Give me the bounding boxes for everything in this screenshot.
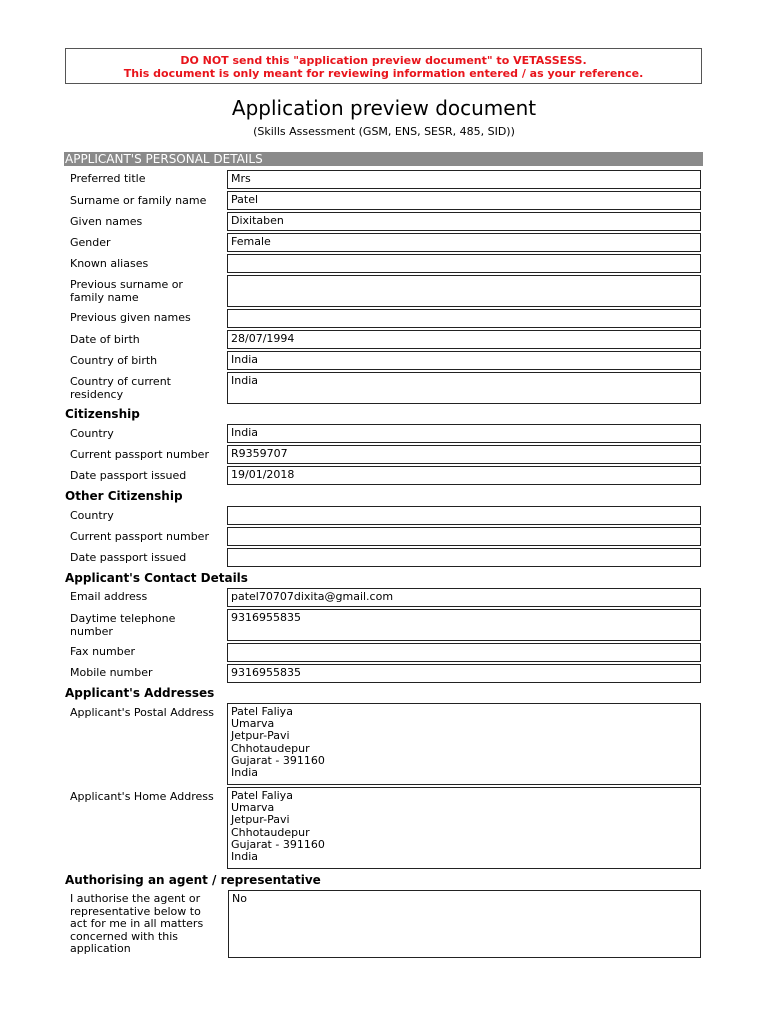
gender-field: Female [227,233,701,252]
other-citizenship-passport-field [227,527,701,546]
citizenship-passport-field: R9359707 [227,445,701,464]
email-label: Email address [70,590,148,603]
previous-given-names-label: Previous given names [70,311,191,324]
given-names-label: Given names [70,215,143,228]
citizenship-issued-label: Date passport issued [70,469,187,482]
home-address-field: Patel Faliya Umarva Jetpur-Pavi Chhotaudepur Gujarat - 391160 India [227,787,701,869]
home-address-label: Applicant's Home Address [70,790,214,803]
date-of-birth-field: 28/07/1994 [227,330,701,349]
other-citizenship-issued-label: Date passport issued [70,551,187,564]
citizenship-country-label: Country [70,427,114,440]
daytime-phone-field: 9316955835 [227,609,701,641]
known-aliases-field [227,254,701,273]
agent-heading: Authorising an agent / representative [65,873,321,887]
fax-field [227,643,701,662]
country-of-birth-label: Country of birth [70,354,158,367]
previous-surname-field [227,275,701,307]
contact-details-heading: Applicant's Contact Details [65,571,248,585]
citizenship-issued-field: 19/01/2018 [227,466,701,485]
citizenship-heading: Citizenship [65,407,140,421]
postal-address-field: Patel Faliya Umarva Jetpur-Pavi Chhotaudepur Gujarat - 391160 India [227,703,701,785]
previous-given-names-field [227,309,701,328]
email-field: patel70707dixita@gmail.com [227,588,701,607]
authorise-agent-field: No [228,890,701,958]
other-citizenship-country-field [227,506,701,525]
surname-field: Patel [227,191,701,210]
preferred-title-field: Mrs [227,170,701,189]
country-of-residency-field: India [227,372,701,404]
preferred-title-label: Preferred title [70,172,146,185]
citizenship-country-field: India [227,424,701,443]
other-citizenship-issued-field [227,548,701,567]
section-header-personal-details: APPLICANT'S PERSONAL DETAILS [64,152,703,166]
previous-surname-label: Previous surname or family name [70,278,183,304]
other-citizenship-heading: Other Citizenship [65,489,183,503]
other-citizenship-passport-label: Current passport number [70,530,209,543]
known-aliases-label: Known aliases [70,257,149,270]
do-not-send-notice [65,48,702,84]
mobile-label: Mobile number [70,666,153,679]
authorise-agent-label: I authorise the agent or representative below to act for me in all matters concerned with this application [70,892,204,955]
country-of-residency-label: Country of current residency [70,375,171,401]
notice-line-2: This document is only meant for reviewing information entered / as your reference. [123,67,644,80]
page-title: Application preview document [231,96,537,120]
country-of-birth-field: India [227,351,701,370]
gender-label: Gender [70,236,111,249]
notice-line-1: DO NOT send this "application preview document" to VETASSESS. [180,54,587,67]
page-subtitle: (Skills Assessment (GSM, ENS, SESR, 485, SID)) [253,125,515,138]
postal-address-label: Applicant's Postal Address [70,706,215,719]
mobile-field: 9316955835 [227,664,701,683]
citizenship-passport-label: Current passport number [70,448,209,461]
fax-label: Fax number [70,645,135,658]
daytime-phone-label: Daytime telephone number [70,612,176,638]
given-names-field: Dixitaben [227,212,701,231]
date-of-birth-label: Date of birth [70,333,140,346]
surname-label: Surname or family name [70,194,207,207]
addresses-heading: Applicant's Addresses [65,686,215,700]
other-citizenship-country-label: Country [70,509,114,522]
